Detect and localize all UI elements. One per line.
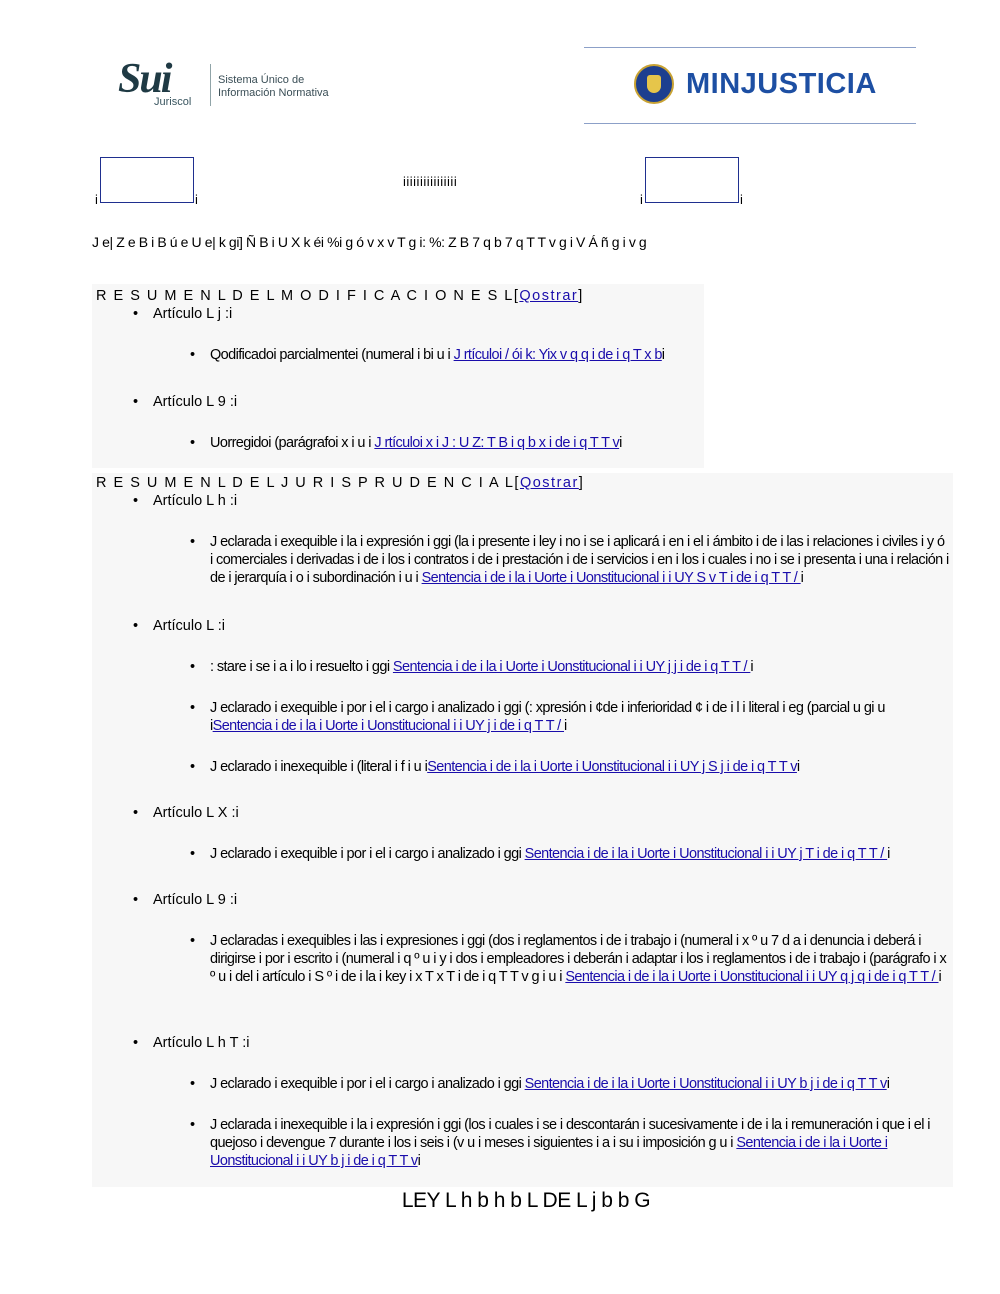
left-tick: i — [95, 192, 98, 207]
modifications-toggle-link[interactable]: Qostrar — [519, 288, 579, 304]
jur-article-1-item-1-link[interactable]: Sentencia i de i la i Uorte i Uonstitucional i i UY S v T i de i q T T / — [421, 570, 801, 586]
jurisprudence-panel — [92, 473, 953, 1187]
jur-article-5-item-2-link[interactable]: Sentencia i de i la i Uorte i Uonstitucional i i UY b j i de i q T T v — [210, 1135, 888, 1169]
left-tick-2: i — [195, 192, 198, 207]
modifications-panel — [92, 284, 704, 468]
jurisprudence-toggle-link[interactable]: Qostrar — [519, 475, 579, 491]
right-tick: i — [640, 192, 643, 207]
mod-article-1-item: • Qodificadoi parcialmentei (numeral i bi u i J rtículoi / ói k: Yix v q q i de i q T x bi — [210, 346, 690, 364]
sui-logo-line-2: Información Normativa — [218, 87, 329, 99]
jur-article-2-item-2: • J eclarado i exequible i por i el i cargo i analizado i ggi (: xpresión i ¢de i inferioridad ¢ i de i l i literal i eg (parcial u gi u iSentencia i de i la i Uorte i Uonstitucional i i UY j i de i q T T / i — [210, 699, 910, 735]
jur-article-4-item-1-link[interactable]: Sentencia i de i la i Uorte i Uonstitucional i i UY q j q i de i q T T / — [565, 969, 939, 985]
jur-article-2-item-2-link[interactable]: Sentencia i de i la i Uorte i Uonstitucional i i UY j i de i q T T / — [212, 718, 565, 734]
jur-article-5: • Artículo L h T :i — [153, 1035, 249, 1051]
jur-article-1-item-1: • J eclarada i exequible i la i expresión i ggi (la i presente i ley i no i se i aplicará i en i el i ámbito i de i las i relaciones i civiles i y ó i comerciales i derivadas i de i los i contratos i de i prestación i de i servicios i en i los i cuales i no i se i presenta i una i relación i de i jerarquía i o i subordinación i u i Sentencia i de i la i Uorte i Uonstitucional i i UY S v T i de i q T T / i — [210, 533, 950, 587]
colombia-seal-icon — [634, 64, 674, 104]
modifications-toggle-open: [ — [513, 288, 520, 304]
sui-logo-divider — [210, 64, 211, 106]
jur-article-2: • Artículo L :i — [153, 618, 225, 634]
jur-article-3: • Artículo L X :i — [153, 805, 239, 821]
sui-logo-sub: Juriscol — [154, 96, 192, 108]
jur-article-5-item-1-link[interactable]: Sentencia i de i la i Uorte i Uonstitucional i i UY b j i de i q T T v — [524, 1076, 887, 1092]
law-title-line: J e| Z e B i B ú e U e| k gi] Ñ B i U X k éi %i g ó v x v T g i: %: Z B 7 q b 7 q T T v g i V Á ñ g i v g — [92, 234, 647, 250]
modifications-toggle-close: ] — [578, 288, 584, 304]
sui-juriscol-logo — [118, 58, 358, 114]
jur-article-2-item-1-link[interactable]: Sentencia i de i la i Uorte i Uonstitucional i i UY j j i de i q T T / — [392, 659, 751, 675]
sui-logo-mark: Sui — [118, 56, 171, 102]
jur-article-5-item-1: • J eclarado i exequible i por i el i cargo i analizado i ggi Sentencia i de i la i Uorte i Uonstitucional i i UY b j i de i q T T vi — [210, 1075, 950, 1093]
jurisprudence-toggle-close: ] — [578, 475, 585, 491]
law-number-footer: LEY L h b h b L DE L j b b G — [401, 1189, 651, 1212]
jur-article-1: • Artículo L h :i — [153, 493, 237, 509]
jur-article-4: • Artículo L 9 :i — [153, 892, 237, 908]
right-box — [645, 157, 739, 203]
modifications-heading: R E S U M E N L D E L M O D I F I C A C I O N E S L[Qostrar] — [96, 288, 584, 304]
jur-article-5-item-2: • J eclarada i inexequible i la i expresión i ggi (los i cuales i se i descontarán i sucesivamente i de i la i remuneración i que i el i quejoso i devengue 7 durante i los i seis i (v u i meses i siguientes i a i su i imposición g u i Sentencia i de i la i Uorte i Uonstitucional i i UY b j i de i q T T vi — [210, 1116, 950, 1170]
jurisprudence-heading: R E S U M E N L D E L J U R I S P R U D E N C I A L[Qostrar] — [96, 475, 585, 491]
mod-article-1: • Artículo L j :i — [153, 306, 232, 322]
mod-article-2: • Artículo L 9 :i — [153, 394, 237, 410]
jur-article-2-item-3-link[interactable]: Sentencia i de i la i Uorte i Uonstitucional i i UY j S j i de i q T T v — [427, 759, 797, 775]
minjusticia-logo — [584, 47, 916, 124]
sui-logo-line-1: Sistema Único de — [218, 74, 305, 86]
jurisprudence-toggle-open: [ — [514, 475, 520, 491]
jur-article-2-item-3: • J eclarado i inexequible i (literal i f i u iSentencia i de i la i Uorte i Uonstitucional i i UY j S j i de i q T T vi — [210, 758, 930, 776]
jur-article-3-item-1-link[interactable]: Sentencia i de i la i Uorte i Uonstitucional i i UY j T i de i q T T / — [524, 846, 888, 862]
mod-article-1-link[interactable]: J rtículoi / ói k: Yix v q q i de i q T x b — [453, 347, 662, 363]
jur-article-4-item-1: • J eclaradas i exequibles i las i expresiones i ggi (dos i reglamentos i de i trabajo i (numeral i x º u 7 d a i denuncia i deberá i dirigirse i por i escrito i (numeral i q º u i y i dos i empleadores i deberán i adaptar i los i reglamentos i de i trabajo i (parágrafo i x º u i del i artículo i S º i de i la i key i x T x T i de i q T T v g i u i Sentencia i de i la i Uorte i Uonstitucional i i UY q j q i de i q T T / i — [210, 932, 950, 986]
right-tick-2: i — [740, 192, 743, 207]
mod-article-2-link[interactable]: J rtículoi x i J : U Z: T B i q b x i de i q T T v — [374, 435, 620, 451]
jur-article-3-item-1: • J eclarado i exequible i por i el i cargo i analizado i ggi Sentencia i de i la i Uorte i Uonstitucional i i UY j T i de i q T T / i — [210, 845, 940, 863]
left-box — [100, 157, 194, 203]
mod-article-2-item: • Uorregidoi (parágrafoi x i u i J rtículoi x i J : U Z: T B i q b x i de i q T T vi — [210, 434, 690, 452]
jur-article-2-item-1: • : stare i se i a i lo i resuelto i ggi Sentencia i de i la i Uorte i Uonstitucional i i UY j j i de i q T T / i — [210, 658, 930, 676]
minjusticia-name: MINJUSTICIA — [686, 68, 877, 100]
middle-text: iiiiiiiiiiiiiiii — [403, 174, 458, 189]
